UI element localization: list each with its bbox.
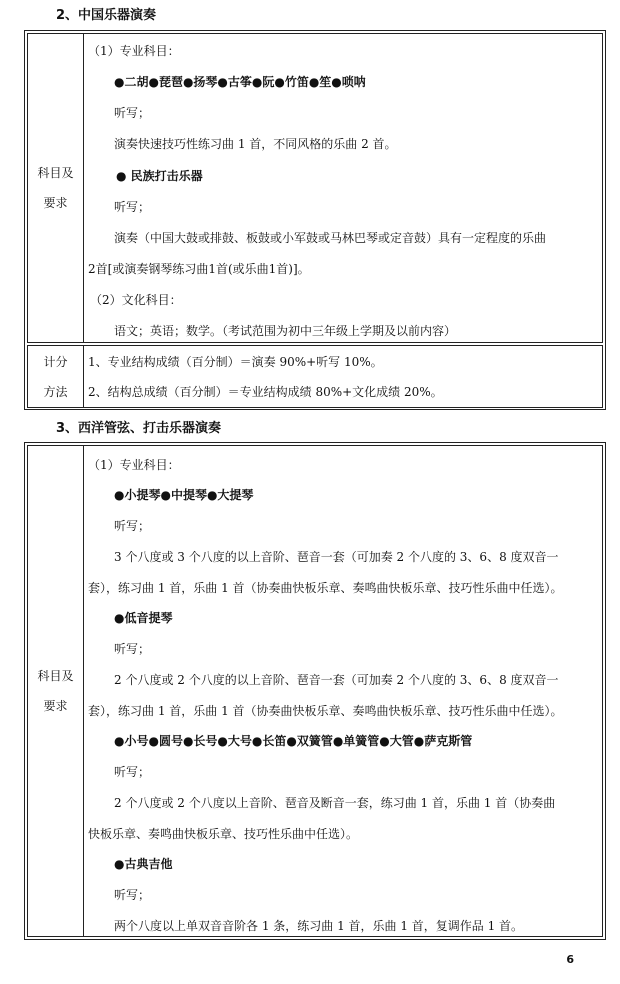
subjects-label-line: 要求: [43, 699, 68, 713]
instrument-list: ●二胡●琵琶●扬琴●古筝●阮●竹笛●笙●唢呐: [114, 75, 366, 89]
scoring-content-cell: [86, 346, 602, 407]
scoring-row: [27, 345, 603, 408]
subject-line: 快板乐章、奏鸣曲快板乐章、技巧性乐曲中任选）。: [88, 827, 359, 841]
instrument-list: ●古典吉他: [114, 857, 173, 871]
subject-line: 听写；: [114, 519, 151, 533]
subject-line: 演奏（中国大鼓或排鼓、板鼓或小军鼓或马林巴琴或定音鼓）具有一定程度的乐曲: [114, 231, 547, 245]
subject-line: 两个八度以上单双音音阶各 1 条，练习曲 1 首，乐曲 1 首，复调作品 1 首。: [114, 919, 524, 933]
subjects-label-line: 要求: [43, 196, 68, 210]
subjects-label-cell: [28, 446, 84, 936]
scoring-label-cell: [28, 346, 84, 407]
subject-line: 语文；英语；数学。（考试范围为初中三年级上学期及以前内容）: [114, 324, 457, 338]
subject-line: 套），练习曲 1 首，乐曲 1 首（协奏曲快板乐章、奏鸣曲快板乐章、技巧性乐曲中任选）。: [88, 581, 563, 595]
subject-line: 3 个八度或 3 个八度的以上音阶、琶音一套（可加奏 2 个八度的 3、6、8 度双音一: [114, 550, 559, 564]
subject-line: 2 个八度或 2 个八度以上音阶、琶音及断音一套，练习曲 1 首，乐曲 1 首（协奏曲: [114, 796, 556, 810]
subjects-label-line: 科目及: [37, 669, 74, 683]
chinese-instruments-table: [24, 30, 606, 410]
subject-line: 2 个八度或 2 个八度的以上音阶、琶音一套（可加奏 2 个八度的 3、6、8 度双音一: [114, 673, 559, 687]
scoring-label-line: 方法: [43, 384, 68, 399]
scoring-line: 2、结构总成绩（百分制）＝专业结构成绩 80%+文化成绩 20%。: [88, 385, 443, 399]
western-instruments-table: [24, 442, 606, 940]
subject-line: 套），练习曲 1 首，乐曲 1 首（协奏曲快板乐章、奏鸣曲快板乐章、技巧性乐曲中任选）。: [88, 704, 563, 718]
instrument-list: ●小号●圆号●长号●大号●长笛●双簧管●单簧管●大管●萨克斯管: [114, 734, 473, 748]
subject-line: 听写；: [114, 200, 151, 214]
subjects-row: [27, 445, 603, 937]
instrument-list: ●低音提琴: [114, 611, 173, 625]
subject-line: 听写；: [114, 888, 151, 902]
subject-line: 听写；: [114, 642, 151, 656]
subject-line: （1）专业科目：: [88, 458, 180, 472]
section-heading-chinese-instruments: 2、中国乐器演奏: [56, 8, 157, 23]
instrument-list: ● 民族打击乐器: [116, 169, 203, 183]
instrument-list: ●小提琴●中提琴●大提琴: [114, 488, 254, 502]
subjects-content-cell: [86, 446, 602, 936]
subject-line: 演奏快速技巧性练习曲 1 首，不同风格的乐曲 2 首。: [114, 137, 397, 151]
page-number: 6: [566, 953, 574, 966]
subject-line: （2）文化科目：: [90, 293, 182, 307]
subject-line: 听写；: [114, 106, 151, 120]
subjects-row: [27, 33, 603, 343]
subject-line: 听写；: [114, 765, 151, 779]
scoring-line: 1、专业结构成绩（百分制）＝演奏 90%+听写 10%。: [88, 355, 383, 369]
section-heading-western-instruments: 3、西洋管弦、打击乐器演奏: [56, 421, 222, 436]
scoring-label-line: 计分: [43, 354, 68, 369]
subjects-label-cell: [28, 34, 84, 342]
subjects-label-line: 科目及: [37, 166, 74, 180]
subjects-content-cell: [86, 34, 602, 342]
subject-line: 2首[或演奏钢琴练习曲1首(或乐曲1首)]。: [88, 262, 310, 276]
subject-line: （1）专业科目：: [88, 44, 180, 58]
